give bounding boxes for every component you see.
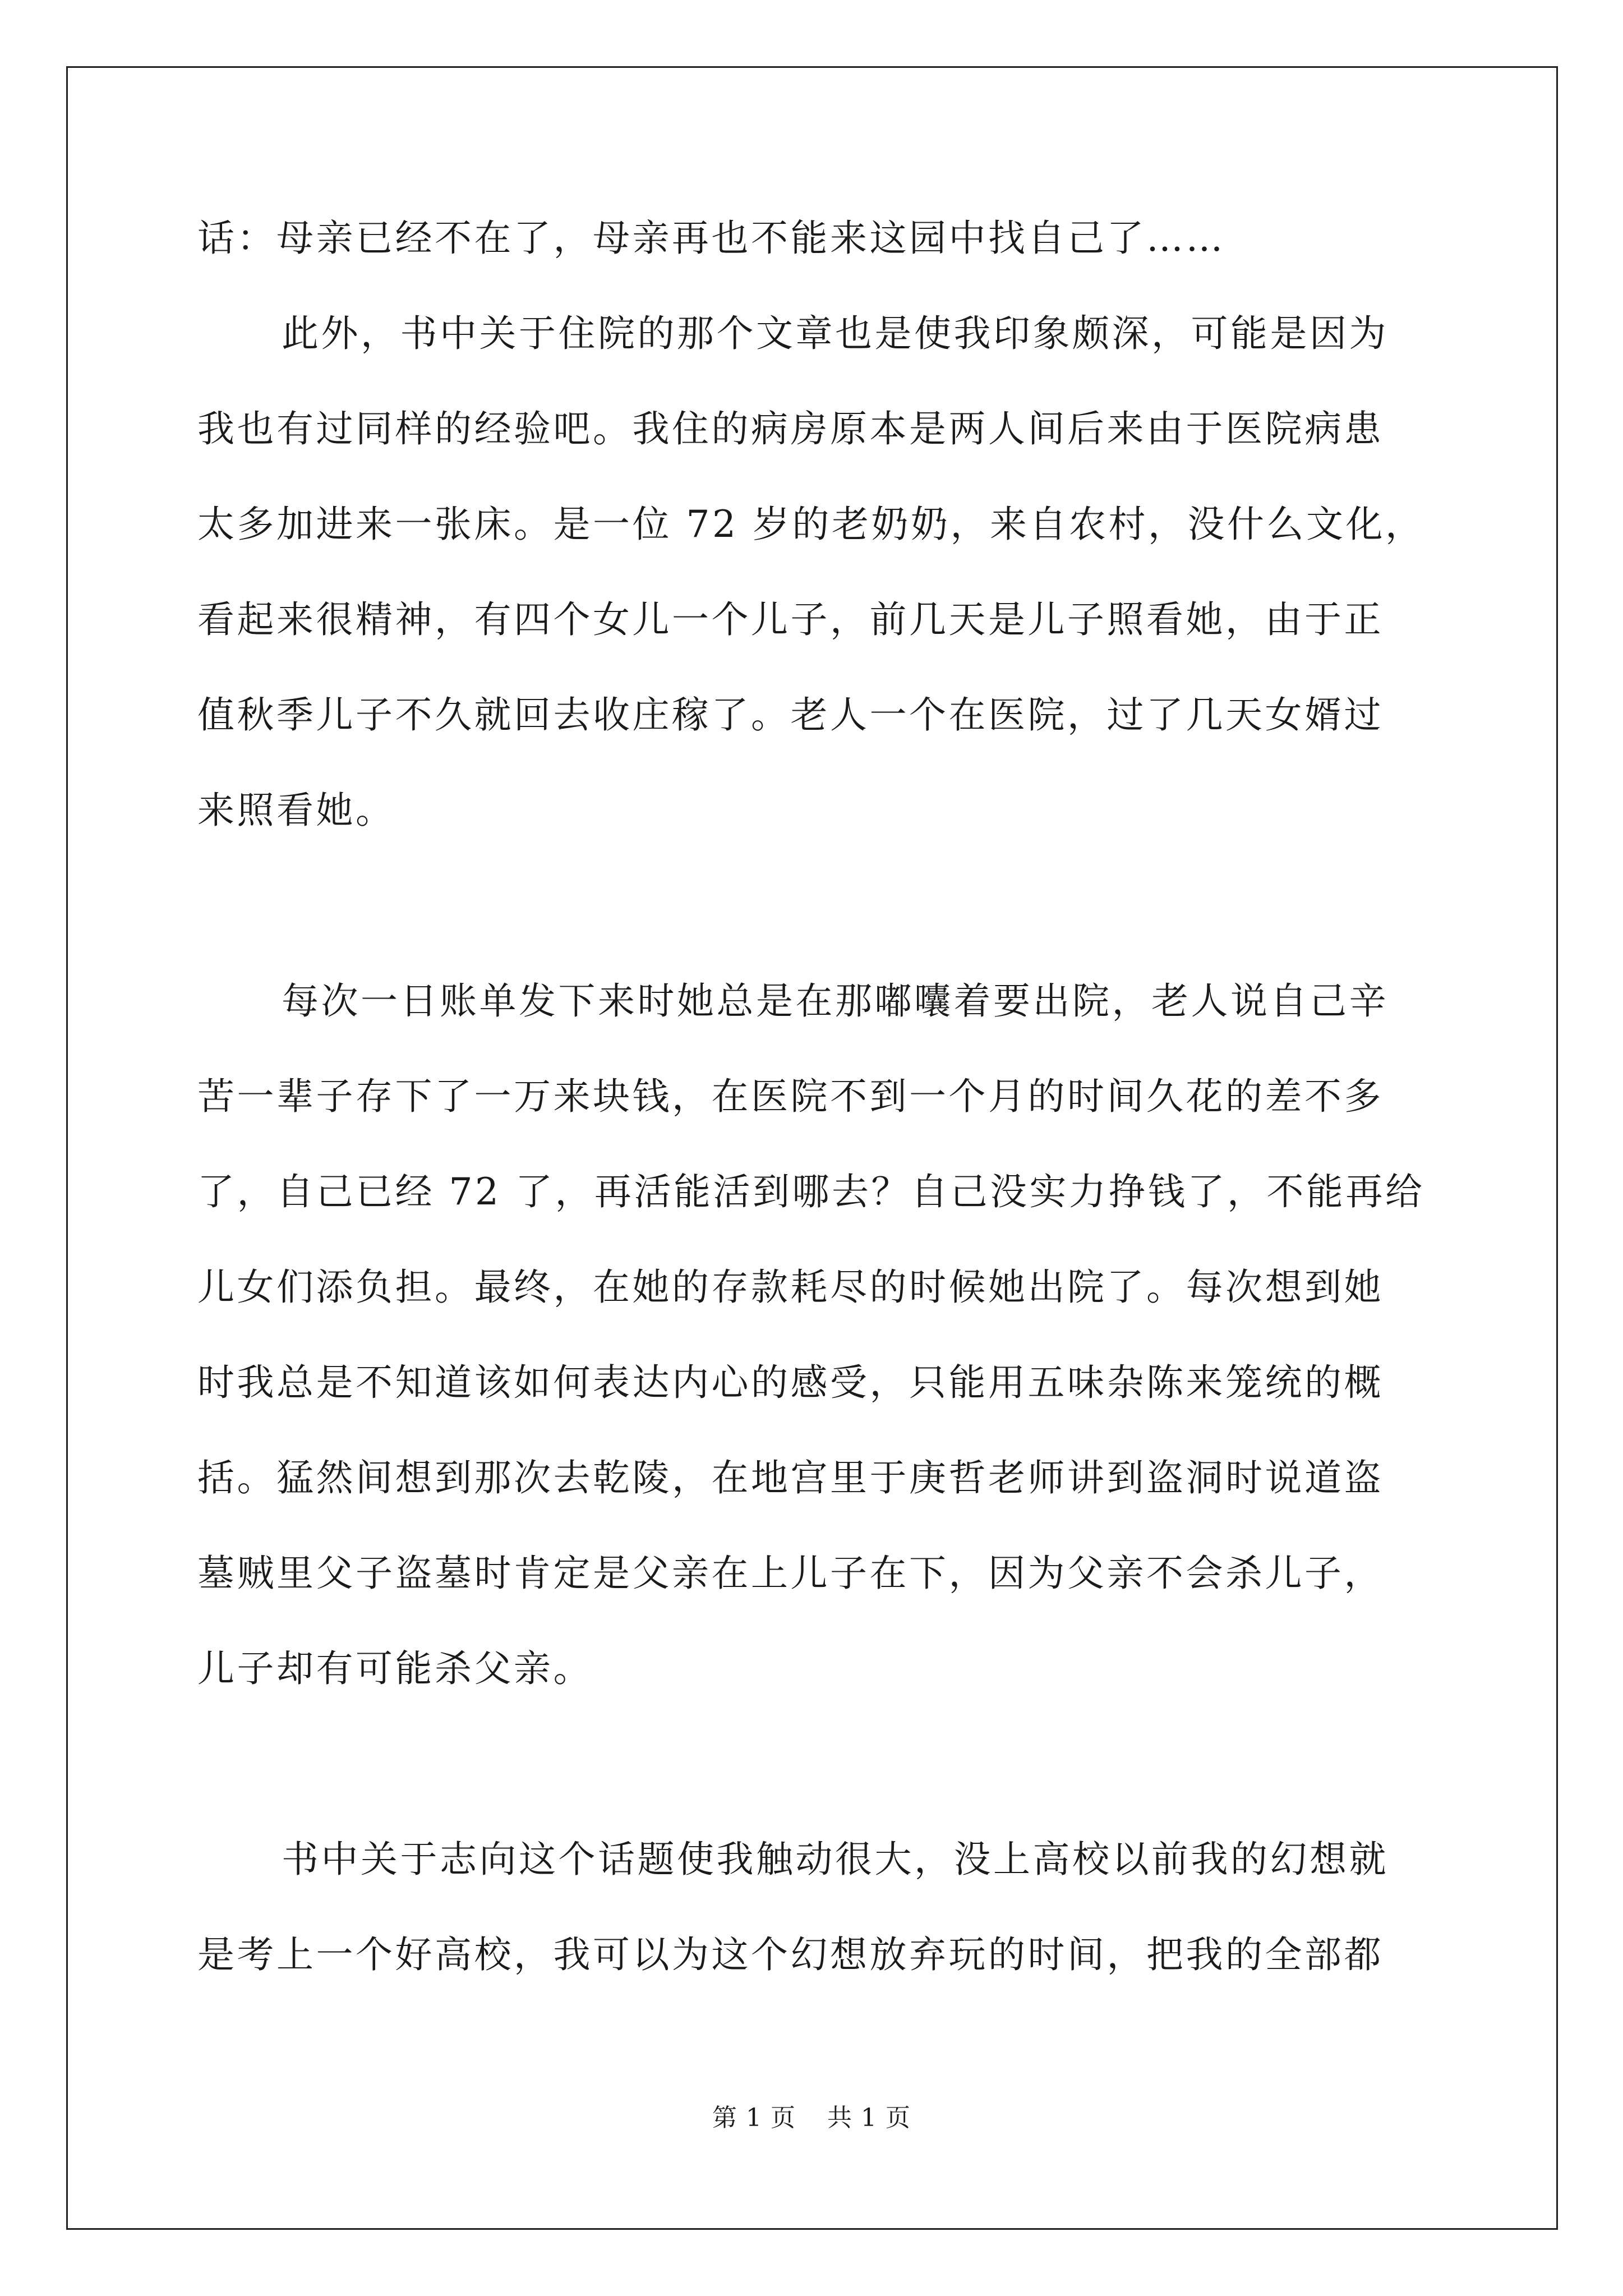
- paragraph-first-line: 每次一日账单发下来时她总是在那嘟囔着要出院，老人说自己辛: [282, 979, 1389, 1023]
- paragraph-first-line: 书中关于志向这个话题使我触动很大，没上高校以前我的幻想就: [282, 1838, 1389, 1881]
- page-total: 共 1 页: [827, 2104, 911, 2132]
- page-border: [66, 66, 1558, 2230]
- text-line: 看起来很精神，有四个女儿一个儿子，前几天是儿子照看她，由于正: [197, 598, 1384, 641]
- text-line: 墓贼里父子盗墓时肯定是父亲在上儿子在下，因为父亲不会杀儿子，: [197, 1552, 1384, 1595]
- text-line: 是考上一个好高校，我可以为这个幻想放弃玩的时间，把我的全部都: [197, 1933, 1384, 1976]
- text-line: 苦一辈子存下了一万来块钱，在医院不到一个月的时间久花的差不多: [197, 1075, 1384, 1118]
- text-line: 我也有过同样的经验吧。我住的病房原本是两人间后来由于医院病患: [197, 407, 1384, 450]
- text-line: 时我总是不知道该如何表达内心的感受，只能用五味杂陈来笼统的概: [197, 1361, 1384, 1404]
- text-line: 了，自己已经 72 了，再活能活到哪去？自己没实力挣钱了，不能再给: [197, 1170, 1425, 1213]
- text-line: 括。猛然间想到那次去乾陵，在地宫里于庚哲老师讲到盗洞时说道盗: [197, 1456, 1384, 1499]
- paragraph-first-line: 此外，书中关于住院的那个文章也是使我印象颇深，可能是因为: [282, 312, 1389, 355]
- text-line: 来照看她。: [197, 789, 395, 832]
- page-footer: [0, 2102, 1623, 2134]
- page-number: 第 1 页: [712, 2104, 796, 2132]
- text-line: 值秋季儿子不久就回去收庄稼了。老人一个在医院，过了几天女婿过: [197, 693, 1384, 737]
- text-line: 太多加进来一张床。是一位 72 岁的老奶奶，来自农村，没什么文化，: [197, 503, 1425, 546]
- text-line: 话：母亲已经不在了，母亲再也不能来这园中找自己了……: [197, 217, 1225, 260]
- text-line: 儿女们添负担。最终，在她的存款耗尽的时候她出院了。每次想到她: [197, 1266, 1384, 1309]
- text-line: 儿子却有可能杀父亲。: [197, 1647, 593, 1690]
